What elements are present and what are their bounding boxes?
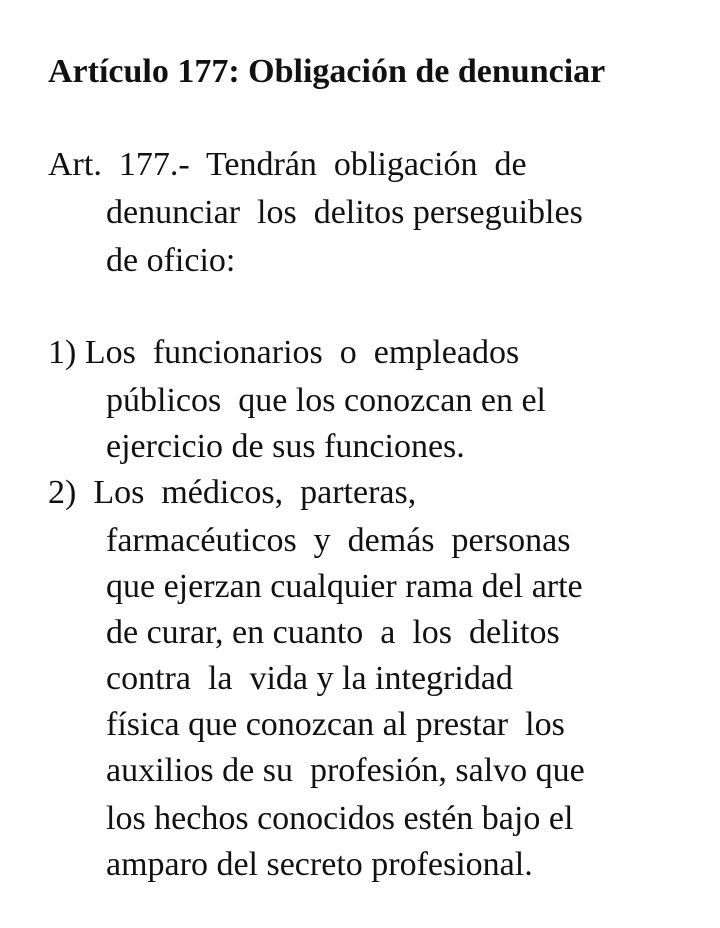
item-2-line: física que conozcan al prestar los xyxy=(106,706,565,743)
item-2-line: los hechos conocidos estén bajo el xyxy=(106,800,574,837)
item-2-line: 2) Los médicos, parteras, xyxy=(48,474,417,511)
item-1-line: públicos que los conozcan en el xyxy=(106,382,546,419)
intro-line: Art. 177.- Tendrán obligación de xyxy=(48,146,527,183)
item-1-line: ejercicio de sus funciones. xyxy=(106,428,465,465)
item-2-line: farmacéuticos y demás personas xyxy=(106,522,571,559)
item-2-line: de curar, en cuanto a los delitos xyxy=(106,614,560,651)
item-2-line: contra la vida y la integridad xyxy=(106,660,513,697)
item-2-line: amparo del secreto profesional. xyxy=(106,846,533,883)
item-2-line: auxilios de su profesión, salvo que xyxy=(106,752,585,789)
item-1-line: 1) Los funcionarios o empleados xyxy=(48,334,520,371)
intro-line: de oficio: xyxy=(106,242,236,279)
article-title: Artículo 177: Obligación de denunciar xyxy=(48,53,606,90)
item-2-line: que ejerzan cualquier rama del arte xyxy=(106,568,583,605)
intro-line: denunciar los delitos perseguibles xyxy=(106,194,583,231)
